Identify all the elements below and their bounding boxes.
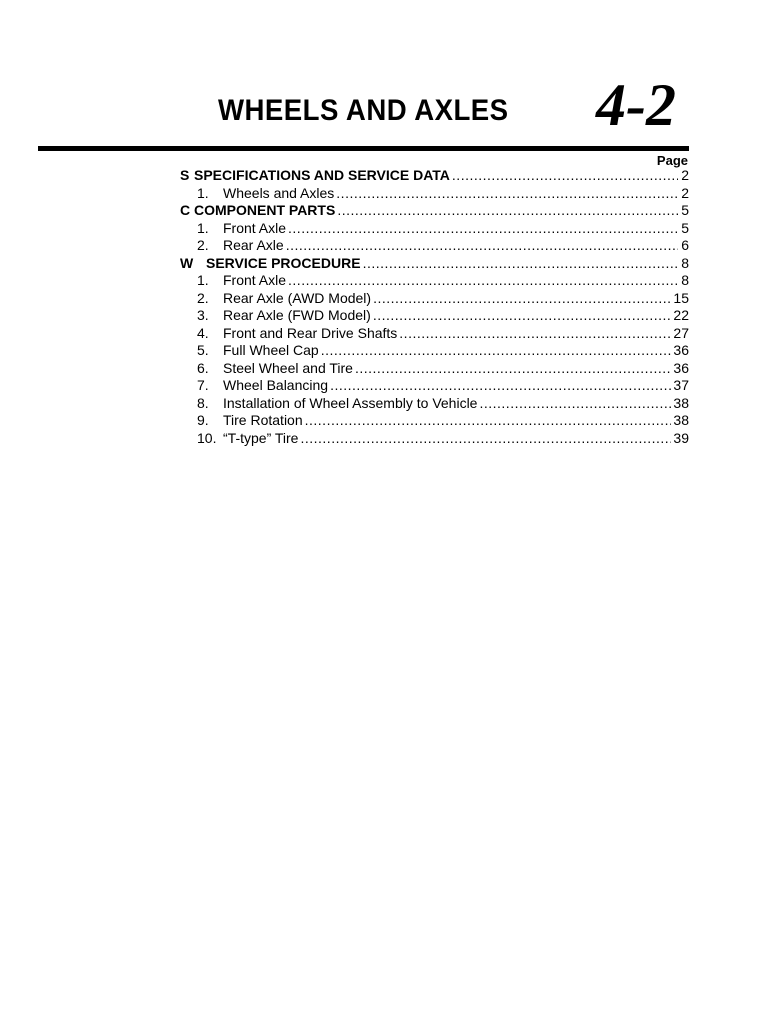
dot-leader [452, 167, 678, 185]
item-page-number: 37 [673, 377, 689, 393]
toc-section-service-procedure[interactable] [180, 255, 689, 273]
dot-leader [330, 377, 671, 395]
item-number: 5. [197, 342, 209, 358]
section-title: COMPONENT PARTS [194, 202, 336, 218]
toc-item-rear-axle-awd[interactable] [180, 290, 689, 308]
toc-item-wheels-and-axles[interactable] [180, 185, 689, 203]
item-number: 1. [197, 184, 209, 201]
toc-item-t-type-tire[interactable] [180, 430, 689, 448]
dot-leader [305, 412, 672, 430]
item-page-number: 6 [681, 237, 689, 253]
item-title: Installation of Wheel Assembly to Vehicle [223, 394, 478, 411]
item-number: 9. [197, 412, 209, 428]
dot-leader [300, 430, 671, 448]
item-title: Wheel Balancing [223, 377, 329, 393]
item-number: 3. [197, 307, 209, 323]
section-title: SERVICE PROCEDURE [206, 254, 361, 271]
dot-leader [363, 255, 678, 273]
table-of-contents [180, 167, 689, 447]
section-page-number: 2 [681, 167, 689, 183]
section-page-number: 5 [681, 202, 689, 218]
section-title: SPECIFICATIONS AND SERVICE DATA [194, 167, 450, 183]
section-letter: W [180, 254, 194, 271]
toc-item-rear-axle-fwd[interactable] [180, 307, 689, 325]
item-page-number: 38 [673, 394, 689, 411]
dot-leader [355, 360, 671, 378]
section-letter: C [180, 202, 191, 218]
item-number: 6. [197, 359, 209, 376]
item-title: Tire Rotation [223, 412, 303, 428]
toc-item-front-axle[interactable] [180, 272, 689, 290]
dot-leader [336, 185, 678, 203]
item-page-number: 2 [681, 184, 689, 201]
dot-leader [373, 290, 671, 308]
header-rule [38, 146, 689, 151]
toc-item-steel-wheel-and-tire[interactable] [180, 360, 689, 378]
dot-leader [399, 325, 671, 343]
item-page-number: 8 [681, 272, 689, 288]
page-title: WHEELS AND AXLES [218, 94, 509, 127]
item-page-number: 5 [681, 219, 689, 236]
item-title: Full Wheel Cap [223, 342, 319, 358]
item-title: Wheels and Axles [223, 184, 335, 201]
dot-leader [479, 395, 671, 413]
dot-leader [286, 237, 678, 255]
item-page-number: 27 [673, 324, 689, 341]
item-page-number: 36 [673, 359, 689, 376]
item-title: Front and Rear Drive Shafts [223, 324, 398, 341]
item-number: 1. [197, 219, 209, 236]
item-title: Rear Axle (FWD Model) [223, 307, 371, 323]
item-number: 8. [197, 394, 209, 411]
toc-section-specifications[interactable] [180, 167, 689, 185]
dot-leader [373, 307, 672, 325]
section-letter: S [180, 167, 190, 183]
item-page-number: 36 [673, 342, 689, 358]
toc-item-tire-rotation[interactable] [180, 412, 689, 430]
item-number: 1. [197, 272, 209, 288]
dot-leader [321, 342, 672, 360]
item-page-number: 15 [673, 289, 689, 306]
item-page-number: 38 [673, 412, 689, 428]
item-page-number: 22 [673, 307, 689, 323]
dot-leader [288, 220, 678, 238]
item-title: Rear Axle (AWD Model) [223, 289, 372, 306]
page-column-label: Page [656, 153, 688, 168]
toc-item-wheel-installation[interactable] [180, 395, 689, 413]
toc-item-front-axle[interactable] [180, 220, 689, 238]
toc-item-drive-shafts[interactable] [180, 325, 689, 343]
chapter-number: 4-2 [596, 72, 676, 138]
item-title: Rear Axle [223, 237, 284, 253]
toc-section-component-parts[interactable] [180, 202, 689, 220]
item-title: “T-type” Tire [223, 429, 299, 446]
section-page-number: 8 [681, 254, 689, 271]
item-number: 2. [197, 237, 209, 253]
toc-item-rear-axle[interactable] [180, 237, 689, 255]
item-number: 4. [197, 324, 209, 341]
dot-leader [288, 272, 678, 290]
item-title: Front Axle [223, 272, 287, 288]
item-number: 10. [197, 429, 217, 446]
item-number: 7. [197, 377, 209, 393]
item-title: Front Axle [223, 219, 287, 236]
toc-item-full-wheel-cap[interactable] [180, 342, 689, 360]
toc-item-wheel-balancing[interactable] [180, 377, 689, 395]
item-page-number: 39 [673, 429, 689, 446]
item-title: Steel Wheel and Tire [223, 359, 353, 376]
item-number: 2. [197, 289, 209, 306]
dot-leader [337, 202, 678, 220]
